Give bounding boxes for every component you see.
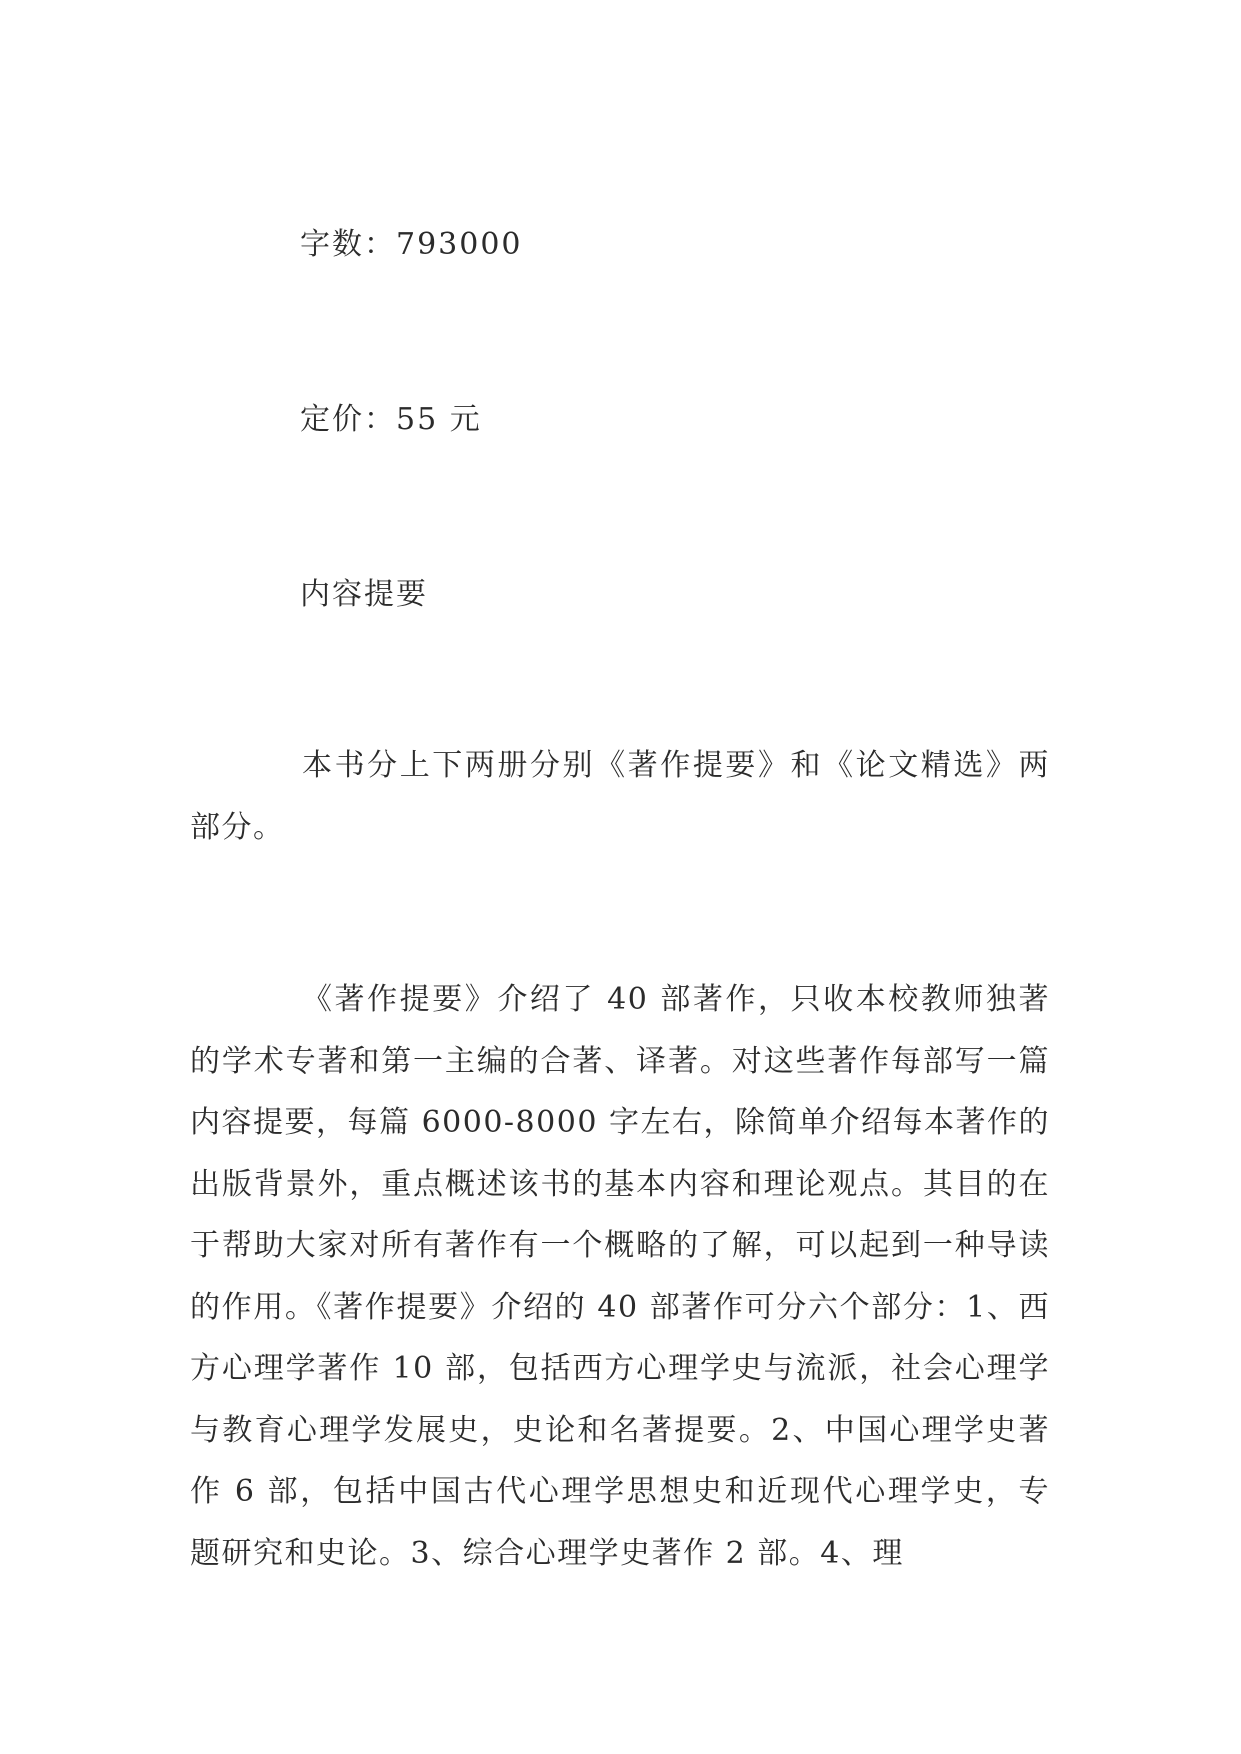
body-paragraph: 《著作提要》介绍了 40 部著作，只收本校教师独著的学术专著和第一主编的合著、译著。对这些著作每部写一篇内容提要，每篇 6000-8000 字左右，除简单介绍每本著作的出版背景外，重点概述该书的基本内容和理论观点。其目的在于帮助大家对所有著作有一个概略的了解，可以起到一种导读的作用。《著作提要》介绍的 40 部著作可分六个部分：1、西方心理学著作 10 部，包括西方心理学史与流派，社会心理学与教育心理学发展史，史论和名著提要。2、中国心理学史著作 6 部，包括中国古代心理学思想史和近现代心理学史，专题研究和史论。3、综合心理学史著作 2 部。4、理 xyxy=(190,982,1050,1571)
summary-heading: 内容提要 xyxy=(300,577,428,612)
price-line: 定价：55 元 xyxy=(300,402,482,437)
body-paragraph: 本书分上下两册分别《著作提要》和《论文精选》两部分。 xyxy=(190,748,1050,845)
word-count-line: 字数：793000 xyxy=(300,227,523,262)
